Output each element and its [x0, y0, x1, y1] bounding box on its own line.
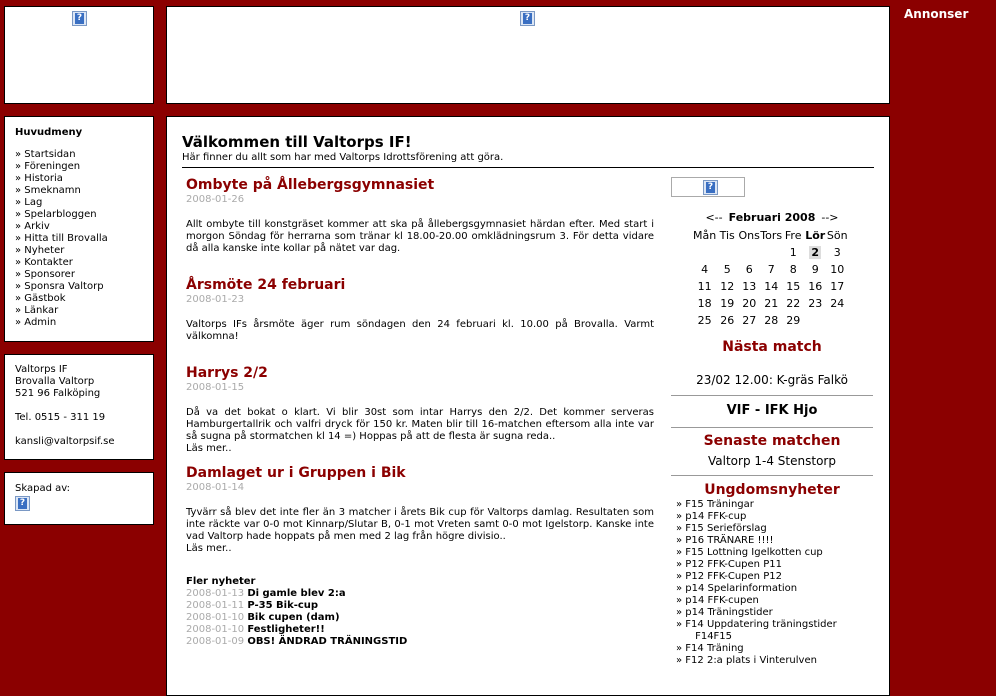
calendar-day[interactable]: 12: [720, 280, 735, 293]
calendar-day: [693, 244, 716, 261]
calendar-day[interactable]: 5: [723, 263, 731, 276]
youth-news-link[interactable]: » p14 FFK-cup: [676, 511, 747, 522]
news-date: 2008-01-13: [186, 588, 245, 599]
created-by-label: Skapad av:: [15, 483, 70, 494]
weekday-label: Sön: [826, 229, 848, 242]
calendar-day: [716, 244, 738, 261]
calendar-day[interactable]: 23: [808, 297, 823, 310]
news-body: Valtorps IFs årsmöte äger rum söndagen den 24 februari kl. 10.00 på Brovalla. Varmt välkomna!: [186, 319, 654, 342]
menu-item: [15, 209, 153, 221]
news-link[interactable]: Bik cupen (dam): [247, 612, 340, 623]
calendar-day[interactable]: 19: [720, 297, 735, 310]
news-title[interactable]: Ombyte på Ållebergsgymnasiet: [186, 177, 435, 193]
calendar-day[interactable]: [804, 244, 826, 261]
news-title[interactable]: Damlaget ur i Gruppen i Bik: [186, 465, 406, 481]
weekday-label: Tors: [760, 229, 783, 242]
menu-link[interactable]: » Hitta till Brovalla: [15, 233, 108, 244]
weekday-label: Mån: [693, 229, 717, 242]
list-item: [186, 588, 654, 600]
broken-image-icon: [72, 11, 87, 26]
calendar-day[interactable]: 6: [745, 263, 753, 276]
youth-news-item: [676, 523, 873, 535]
weekday-label: Ons: [738, 229, 760, 242]
next-match-heading: Nästa match: [722, 339, 822, 355]
menu-link[interactable]: » Startsidan: [15, 149, 76, 160]
calendar-day[interactable]: 9: [811, 263, 819, 276]
youth-news-item: [676, 499, 873, 511]
calendar-day[interactable]: 29: [786, 314, 801, 327]
broken-image-icon[interactable]: [15, 496, 30, 511]
calendar-day[interactable]: 25: [697, 314, 712, 327]
news-date: 2008-01-26: [186, 194, 245, 205]
side-ad: [671, 177, 745, 197]
calendar-day[interactable]: 20: [742, 297, 757, 310]
calendar-day[interactable]: 10: [830, 263, 845, 276]
calendar-next-link[interactable]: -->: [821, 211, 839, 224]
phone: Tel. 0515 - 311 19: [15, 412, 106, 423]
news-body: Då va det bokat o klart. Vi blir 30st som intar Harrys den 2/2. Det kommer serveras Hamburgertallrik och valfri dryck för 150 kr. Maten blir till 16-matchen eftersom alla inte var så sugna på stormatchen kl 14 =) Hoppas på att de flesta är sugna reda..: [186, 407, 654, 442]
more-news-title: Fler nyheter: [186, 576, 256, 587]
calendar-day: [738, 244, 760, 261]
menu-item: [15, 233, 153, 245]
last-match-result: Valtorp 1-4 Stenstorp: [708, 454, 836, 468]
news-body: Tyvärr så blev det inte fler än 3 matcher i årets Bik cup för Valtorps damlag. Resultaten som inte räckte var 0-0 mot Kinnarp/Slutar B, 0-1 mot Vreten samt 0-0 mot Igelstorp. Kanske inte vad Valtorp hade hoppats på men med 2 lag från högre divisio..: [186, 507, 654, 542]
news-date: 2008-01-14: [186, 482, 245, 493]
youth-news-link[interactable]: » P16 TRÄNARE !!!!: [676, 535, 774, 546]
menu-title: Huvudmeny: [15, 127, 83, 138]
calendar-prev-link[interactable]: <--: [705, 211, 723, 224]
menu-link[interactable]: » Smeknamn: [15, 185, 81, 196]
menu-link[interactable]: » Spelarbloggen: [15, 209, 97, 220]
news-title[interactable]: Harrys 2/2: [186, 365, 268, 381]
menu-item: [15, 161, 153, 173]
menu-link[interactable]: » Lag: [15, 197, 43, 208]
youth-news-link[interactable]: » F12 2:a plats i Vinterulven: [676, 655, 817, 666]
divider: [671, 475, 873, 476]
menu-link[interactable]: » Admin: [15, 317, 57, 328]
youth-news-list: [676, 499, 873, 667]
youth-news-item: [676, 583, 873, 595]
news-link[interactable]: OBS! ÄNDRAD TRÄNINGSTID: [247, 636, 408, 647]
read-more-link[interactable]: Läs mer..: [186, 443, 232, 454]
menu-item: [15, 305, 153, 317]
menu-item: [15, 185, 153, 197]
calendar-day[interactable]: 16: [808, 280, 823, 293]
menu-link[interactable]: » Arkiv: [15, 221, 50, 232]
calendar-day: [826, 312, 848, 329]
calendar-day[interactable]: 27: [742, 314, 757, 327]
news-date: 2008-01-23: [186, 294, 245, 305]
news-item: [186, 277, 654, 343]
contact-box: [4, 354, 154, 460]
calendar-day[interactable]: 11: [697, 280, 712, 293]
youth-news-item: [676, 607, 873, 619]
calendar-day[interactable]: 14: [764, 280, 779, 293]
calendar-day[interactable]: 26: [720, 314, 735, 327]
youth-news-link[interactable]: » P12 FFK-Cupen P11: [676, 559, 782, 570]
divider: [182, 167, 874, 168]
list-item: [186, 612, 654, 624]
list-item: [186, 600, 654, 612]
banner-box: [166, 6, 890, 104]
youth-news-item: [676, 547, 873, 559]
menu-item: [15, 317, 153, 329]
menu-link[interactable]: » Historia: [15, 173, 63, 184]
news-date: 2008-01-09: [186, 636, 245, 647]
more-news: [186, 576, 654, 648]
youth-news-link[interactable]: » p14 Spelarinformation: [676, 583, 798, 594]
calendar-day: [760, 244, 782, 261]
news-link[interactable]: Festligheter!!: [247, 624, 325, 635]
news-date: 2008-01-10: [186, 624, 245, 635]
menu-link[interactable]: » Föreningen: [15, 161, 81, 172]
calendar-today[interactable]: 2: [811, 246, 820, 259]
menu-item: [15, 257, 153, 269]
youth-news-heading: Ungdomsnyheter: [704, 482, 840, 498]
ads-heading: Annonser: [904, 7, 969, 21]
youth-news-item: [676, 595, 873, 607]
menu-item: [15, 269, 153, 281]
menu-item: [15, 293, 153, 305]
youth-news-item: [676, 571, 873, 583]
menu-item: [15, 281, 153, 293]
calendar-day[interactable]: 18: [697, 297, 712, 310]
news-date: 2008-01-11: [186, 600, 245, 611]
news-item: [186, 365, 654, 455]
menu-link[interactable]: » Kontakter: [15, 257, 73, 268]
weekday-label: Fre: [784, 229, 802, 242]
calendar-day[interactable]: 4: [701, 263, 709, 276]
menu-link[interactable]: » Nyheter: [15, 245, 65, 256]
youth-news-link[interactable]: » p14 Träningstider: [676, 607, 773, 618]
news-item: [186, 465, 654, 555]
divider: [671, 395, 873, 396]
calendar-day[interactable]: 22: [786, 297, 801, 310]
youth-news-item: [676, 643, 873, 655]
created-by-box: [4, 472, 154, 525]
youth-news-item: [676, 655, 873, 667]
next-match-teams: VIF - IFK Hjo: [726, 403, 818, 418]
divider: [671, 427, 873, 428]
news-title[interactable]: Årsmöte 24 februari: [186, 277, 346, 293]
weekday-label: Tis: [719, 229, 735, 242]
youth-news-item: [676, 511, 873, 523]
calendar-day[interactable]: 21: [764, 297, 779, 310]
logo-box: [4, 6, 154, 104]
menu-item: [15, 221, 153, 233]
page-subtitle: Här finner du allt som har med Valtorps Idrottsförening att göra.: [182, 152, 504, 163]
menu-item: [15, 149, 153, 161]
calendar-day[interactable]: 24: [830, 297, 845, 310]
main-content: [166, 116, 890, 696]
next-match-time: 23/02 12.00: K-gräs Falkö: [696, 373, 848, 387]
calendar-day[interactable]: 15: [786, 280, 801, 293]
menu-link[interactable]: » Sponsra Valtorp: [15, 281, 104, 292]
calendar-month: Februari 2008: [728, 211, 816, 224]
youth-news-link[interactable]: » P12 FFK-Cupen P12: [676, 571, 782, 582]
news-item: [186, 177, 654, 255]
list-item: [186, 636, 654, 648]
read-more-link[interactable]: Läs mer..: [186, 543, 232, 554]
menu-item: [15, 245, 153, 257]
calendar-header: [671, 211, 873, 224]
menu-link[interactable]: » Länkar: [15, 305, 59, 316]
list-item: [186, 624, 654, 636]
youth-news-link[interactable]: » F15 Lottning Igelkotten cup: [676, 547, 823, 558]
calendar-table: [693, 227, 848, 329]
youth-news-link[interactable]: » F15 Träningar: [676, 499, 754, 510]
news-body: Allt ombyte till konstgräset kommer att ska på ållebergsgymnasiet härdan efter. Med start i morgon Söndag för herrarna som tränar kl 18.00-20.00 omklädningsrum 3. För detta vidare då alla kanske inte kollar på nätet var dag.: [186, 219, 654, 254]
email-link[interactable]: kansli@valtorpsif.se: [15, 436, 115, 447]
youth-news-item: [676, 619, 873, 643]
menu-item: [15, 197, 153, 209]
menu-list: [15, 149, 153, 329]
calendar-day[interactable]: 13: [742, 280, 757, 293]
calendar-day[interactable]: 1: [789, 246, 797, 259]
calendar-day: [804, 312, 826, 329]
last-match-heading: Senaste matchen: [703, 433, 841, 449]
youth-news-link[interactable]: » F14 Träning: [676, 643, 744, 654]
news-date: 2008-01-15: [186, 382, 245, 393]
club-name: Valtorps IF: [15, 364, 68, 375]
youth-news-link[interactable]: » F15 Serieförslag: [676, 523, 767, 534]
broken-image-icon: [520, 11, 535, 26]
weekday-label: Lör: [805, 229, 826, 242]
address-line-2: 521 96 Falköping: [15, 388, 101, 399]
youth-news-item: [676, 559, 873, 571]
youth-news-link[interactable]: » p14 FFK-cupen: [676, 595, 759, 606]
broken-image-icon: [703, 180, 718, 195]
news-link[interactable]: P-35 Bik-cup: [247, 600, 319, 611]
calendar-day[interactable]: 17: [830, 280, 845, 293]
calendar-day[interactable]: 28: [764, 314, 779, 327]
news-link[interactable]: Di gamle blev 2:a: [247, 588, 346, 599]
address-line-1: Brovalla Valtorp: [15, 376, 95, 387]
menu-item: [15, 173, 153, 185]
youth-news-item: [676, 535, 873, 547]
page-title: Välkommen till Valtorps IF!: [182, 133, 412, 151]
news-date: 2008-01-10: [186, 612, 245, 623]
menu-link[interactable]: » Sponsorer: [15, 269, 75, 280]
menu-link[interactable]: » Gästbok: [15, 293, 66, 304]
youth-news-link[interactable]: » F14 Uppdatering träningstider F14F15: [676, 619, 837, 642]
main-menu: [4, 116, 154, 342]
calendar-day[interactable]: 3: [833, 246, 841, 259]
calendar-day[interactable]: 8: [789, 263, 797, 276]
calendar-day[interactable]: 7: [767, 263, 775, 276]
more-news-list: [186, 588, 654, 648]
